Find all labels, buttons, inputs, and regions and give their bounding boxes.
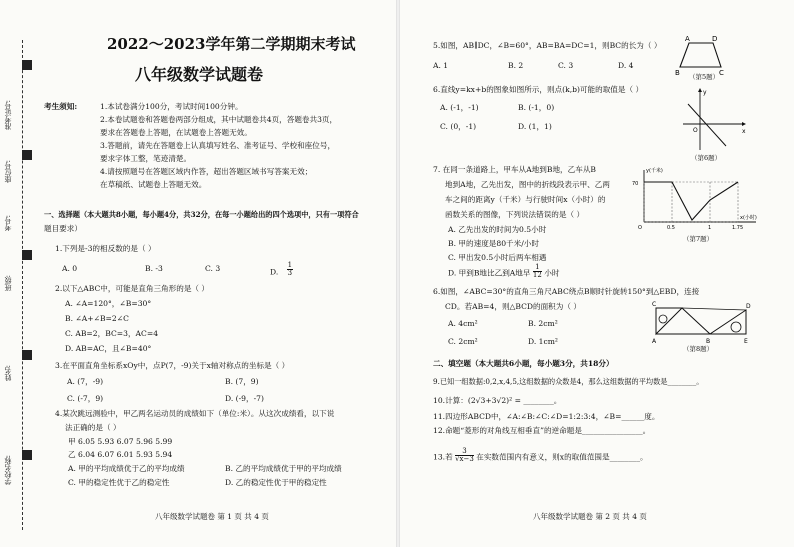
q13-prefix: 13.若 [433, 452, 453, 462]
question-6: 6.直线y=kx+b的图象如图所示，则点(k,b)可能的取值是（ ） [433, 85, 644, 94]
gutter-field-name: 姓名: [4, 365, 12, 382]
figure-8-caption: （第8题） [683, 345, 714, 353]
fig7-label-o: O [638, 225, 642, 231]
fraction-denominator: 3 [287, 269, 293, 277]
q7-option-d [448, 263, 560, 281]
question-13 [433, 447, 648, 465]
question-4-cont: 法正确的是（ ） [65, 423, 121, 432]
gutter-field-seat: 座位号: [4, 160, 12, 184]
question-10: 10.计算：(2√3+3√2)² = ________。 [433, 396, 562, 405]
question-2: 2.以下△ABC中，可能是直角三角形的是（ ） [55, 284, 210, 293]
figure-7-distance-graph [630, 164, 760, 234]
q3-option-d: D. (-9，-7) [225, 394, 264, 403]
exam-title: 2022～2023学年第二学期期末考试 [107, 35, 356, 53]
seal-marker [22, 250, 32, 260]
q2-option-d: D. AB=AC，且∠B=40° [65, 344, 152, 353]
q5-option-d: D. 4 [618, 61, 634, 70]
gutter-field-number: 考号: [4, 215, 12, 232]
q3-option-c: C. (-7，9) [67, 394, 104, 403]
gutter-field-exam-id: 准考证号: [4, 100, 12, 131]
q5-option-c: C. 3 [558, 61, 574, 70]
q8-option-d: D. 1cm² [528, 337, 558, 346]
q7-option-d-unit: 小时 [544, 268, 560, 278]
section1-heading: 一、选择题（本大题共8小题，每小题4分，共32分，在每一小题给出的四个选项中，只有一项符合 [44, 210, 359, 219]
fig7-label-x: x(小时) [740, 215, 757, 221]
fig7-tick-0-5: 0.5 [667, 225, 675, 231]
q7-option-c: C. 甲出发0.5小时后两车相遇 [448, 253, 547, 262]
figure-5-caption: （第5题） [689, 73, 720, 81]
q13-fraction [455, 448, 474, 463]
q8-option-a: A. 4cm² [448, 319, 478, 328]
question-7-line: 7. 在同一条道路上，甲车从A地到B地，乙车从B [433, 165, 596, 174]
figure-7-caption: （第7题） [683, 235, 714, 243]
q4-option-d: D. 乙的稳定性优于甲的稳定性 [225, 478, 327, 487]
q1-option-d-label: D. [270, 267, 279, 277]
fraction-denominator: √x−3 [455, 455, 474, 463]
notice-line: 2.本卷试题卷和答题卷两部分组成，其中试题卷共4页，答题卷共3页， [100, 115, 338, 124]
fig7-tick-70: 70 [632, 181, 639, 187]
question-3: 3.在平面直角坐标系xOy中，点P(7，-9)关于x轴对称点的坐标是（ ） [55, 361, 290, 370]
q4-option-c: C. 甲的稳定性优于乙的稳定性 [68, 478, 170, 487]
fig5-label-a: A [685, 35, 690, 43]
seal-marker [22, 60, 32, 70]
question-7-line: 函数关系的图像，下列说法错误的是（ ） [445, 210, 585, 219]
gutter-field-school: 学校名称: [4, 455, 12, 486]
question-8: 6.如图，∠ABC=30°的直角三角尺ABC绕点B顺时针旋转150°到△EBD，连接 [433, 287, 700, 296]
question-12: 12.命题“菱形的对角线互相垂直”的逆命题是________________。 [433, 426, 651, 435]
fig7-tick-1: 1 [708, 225, 712, 231]
question-7-line: 地到A地，乙先出发，图中的折线段表示甲、乙两 [445, 180, 610, 189]
figure-6-line-graph [678, 86, 750, 154]
seal-marker [22, 450, 32, 460]
fig8-label-a: A [652, 338, 657, 345]
q1-fraction [287, 262, 293, 277]
fig6-label-x: x [742, 128, 746, 135]
section1-heading-cont: 题目要求） [44, 224, 82, 233]
notice-line: 3.答题前，请先在答题卷上认真填写姓名、准考证号、学校和座位号， [100, 141, 336, 150]
notice-line: 要求在答题卷上答题，在试题卷上答题无效。 [100, 128, 252, 137]
q4-data-row-jia: 甲 6.05 5.93 6.07 5.96 5.99 [68, 437, 173, 446]
exam-subtitle: 八年级数学试题卷 [135, 65, 264, 84]
question-9: 9.已知一组数据:0,2,x,4,5,这组数据的众数是4，那么这组数据的平均数是________。 [433, 377, 704, 386]
q3-option-b: B. (7，9) [225, 377, 259, 386]
question-4: 4.某次跳远测验中，甲乙两名运动员的成绩如下（单位:米）。从这次成绩看，以下说 [55, 409, 335, 418]
q1-option-c: C. 3 [205, 264, 221, 273]
q1-option-a: A. 0 [62, 264, 78, 273]
question-8-cont: CD。若AB=4，则△BCD的面积为（ ） [445, 302, 581, 311]
fraction-numerator: 3 [455, 448, 474, 456]
question-11: 11.四边形ABCD中，∠A:∠B:∠C:∠D=1:2:3:4，∠B=______度。 [433, 412, 660, 421]
fraction-denominator: 12 [532, 271, 542, 279]
q2-option-c: C. AB=2，BC=3，AC=4 [65, 329, 159, 338]
question-5: 5.如图，AB∥DC，∠B=60°，AB=BA=DC=1，则BC的长为（ ） [433, 41, 662, 50]
q6-option-d: D. (1，1) [518, 122, 552, 131]
q7-option-a: A. 乙先出发的时间为0.5小时 [448, 225, 547, 234]
q4-option-a: A. 甲的平均成绩优于乙的平均成绩 [68, 464, 185, 473]
figure-6-caption: （第6题） [691, 154, 722, 162]
q7-option-b: B. 甲的速度是80千米/小时 [448, 239, 539, 248]
q4-data-row-yi: 乙 6.04 6.07 6.01 5.93 5.94 [68, 450, 173, 459]
q7-option-d-text: D. 甲到B地比乙到A地早 [448, 268, 531, 278]
fig6-label-y: y [703, 89, 707, 96]
fig5-label-c: C [719, 69, 724, 77]
q1-option-d [270, 261, 293, 280]
fig8-label-b: B [706, 338, 711, 345]
fig6-label-o: O [693, 127, 698, 134]
q5-option-a: A. 1 [433, 61, 449, 70]
notice-line: 4.请按照题号在答题区域内作答，超出答题区域书写答案无效； [100, 167, 313, 176]
page-footer: 八年级数学试题卷 第 2 页 共 4 页 [533, 512, 647, 521]
section2-heading: 二、填空题（本大题共6小题，每小题3分，共18分） [433, 359, 614, 368]
gutter-field-class: 班级: [4, 275, 12, 292]
q6-option-a: A. (-1，-1) [440, 103, 479, 112]
q6-option-b: B. (-1，0) [518, 103, 555, 112]
q7-fraction [533, 264, 542, 279]
page-footer: 八年级数学试题卷 第 1 页 共 4 页 [155, 512, 269, 521]
right-page [398, 0, 794, 547]
question-7-line: 车之间的距离y（千米）与行驶时间x（小时）的 [445, 195, 606, 204]
q8-option-c: C. 2cm² [448, 337, 478, 346]
fig8-label-d: D [746, 303, 751, 310]
seal-marker [22, 350, 32, 360]
question-1: 1.下列是-3的相反数的是（ ） [55, 244, 156, 253]
seal-marker [22, 150, 32, 160]
q1-option-b: B. -3 [145, 264, 163, 273]
q5-option-b: B. 2 [508, 61, 524, 70]
q8-option-b: B. 2cm² [528, 319, 558, 328]
fig5-label-b: B [675, 69, 680, 77]
notice-line: 在草稿纸、试题卷上答题无效。 [100, 180, 207, 189]
fig8-label-e: E [744, 338, 748, 345]
fig7-label-y: y(千米) [646, 168, 663, 174]
fraction-numerator: 1 [287, 261, 293, 269]
fig7-tick-1-75: 1.75 [732, 225, 744, 231]
q3-option-a: A. (7，-9) [67, 377, 104, 386]
q2-option-a: A. ∠A=120°，∠B=30° [65, 299, 152, 308]
q6-option-c: C. (0，-1) [440, 122, 477, 131]
fig8-label-c: C [652, 301, 657, 308]
figure-8-triangles [648, 300, 753, 346]
fig5-label-d: D [712, 35, 718, 43]
fraction-numerator: 1 [533, 264, 542, 272]
notice-heading: 考生须知: [44, 102, 78, 111]
binding-gutter [0, 0, 36, 547]
q2-option-b: B. ∠A+∠B=2∠C [65, 314, 129, 323]
notice-line: 1.本试卷满分100分，考试时间100分钟。 [100, 102, 243, 111]
notice-line: 要求字体工整，笔迹清楚。 [100, 154, 192, 163]
q13-suffix: 在实数范围内有意义，则x的取值范围是________。 [476, 452, 648, 462]
q4-option-b: B. 乙的平均成绩优于甲的平均成绩 [225, 464, 342, 473]
